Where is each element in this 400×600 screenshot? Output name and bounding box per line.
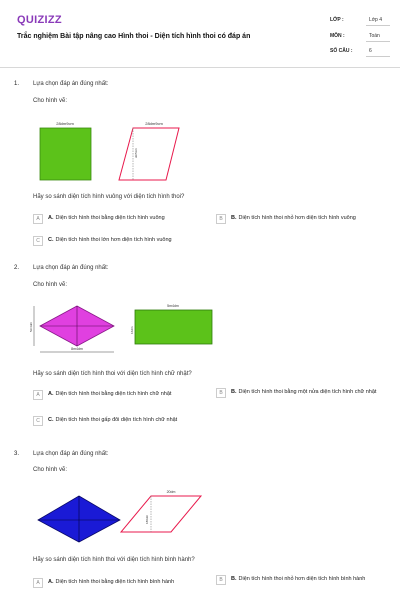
option-key: B xyxy=(216,388,226,398)
option-key: A xyxy=(33,214,43,224)
question-2-figure xyxy=(30,298,220,360)
question-instruction: Lựa chọn đáp án đúng nhất: xyxy=(33,451,109,457)
question-prompt: Hãy so sánh diện tích hình vuông với diện tích hình thoi? xyxy=(33,194,185,200)
option-letter: B. xyxy=(231,215,237,221)
option-key: A xyxy=(33,390,43,400)
option-letter: A. xyxy=(48,579,54,585)
meta-subject xyxy=(330,30,390,42)
question-number: 2. xyxy=(14,265,20,271)
question-prompt: Hãy so sánh diện tích hình thoi với diện tích hình chữ nhật? xyxy=(33,371,192,377)
option-key: C xyxy=(33,416,43,426)
rhombus-width-label: 8m4dm xyxy=(71,347,83,351)
option-text: Diện tích hình thoi bằng một nửa diện tích hình chữ nhật xyxy=(238,389,377,395)
option-key: A xyxy=(33,578,43,588)
green-square xyxy=(40,128,91,180)
option-a[interactable] xyxy=(33,214,213,224)
option-text: Diện tích hình thoi nhỏ hơn diện tích hình bình hành xyxy=(238,576,366,582)
option-letter: A. xyxy=(48,391,54,397)
option-letter: B. xyxy=(231,576,237,582)
meta-value: Toán xyxy=(366,31,390,42)
option-a[interactable] xyxy=(33,390,213,400)
option-b[interactable] xyxy=(216,214,394,224)
square-side-label: 28dm9cm xyxy=(56,121,74,126)
option-b[interactable] xyxy=(216,388,391,398)
figure-caption: Cho hình vẽ: xyxy=(33,282,68,288)
option-letter: A. xyxy=(48,215,54,221)
meta-label: LỚP : xyxy=(330,17,344,23)
quizizz-logo: QUIZIZZ xyxy=(17,14,62,26)
option-text: Diện tích hình thoi gấp đôi diện tích hình chữ nhật xyxy=(55,417,178,423)
meta-question-count xyxy=(330,45,390,57)
worksheet-title: Trắc nghiệm Bài tập nâng cao Hình thoi - Diện tích hình thoi có đáp án xyxy=(17,33,251,40)
meta-label: MÔN : xyxy=(330,33,345,39)
question-instruction: Lựa chọn đáp án đúng nhất: xyxy=(33,265,109,271)
option-a[interactable] xyxy=(33,578,213,588)
red-parallelogram xyxy=(121,496,201,532)
question-instruction: Lựa chọn đáp án đúng nhất: xyxy=(33,81,109,87)
rhombus-height-label: 5m4dm xyxy=(29,321,33,332)
meta-value: 6 xyxy=(366,46,390,57)
option-letter: B. xyxy=(231,389,237,395)
worksheet-header xyxy=(0,0,400,68)
option-c[interactable] xyxy=(33,236,213,246)
option-letter: C. xyxy=(48,417,54,423)
option-text: Diện tích hình thoi bằng diện tích hình bình hành xyxy=(55,579,175,585)
meta-grade xyxy=(330,14,390,26)
figure-caption: Cho hình vẽ: xyxy=(33,467,68,473)
option-key: C xyxy=(33,236,43,246)
parallelogram-base-label: 28dm9cm xyxy=(145,121,163,126)
option-text: Diện tích hình thoi bằng diện tích hình vuông xyxy=(55,215,165,221)
option-letter: C. xyxy=(48,237,54,243)
option-c[interactable] xyxy=(33,416,203,426)
rectangle-height-label: 16dm xyxy=(130,326,134,334)
option-key: B xyxy=(216,575,226,585)
parallelogram-height-label: 180dm xyxy=(145,514,149,524)
question-1-figure xyxy=(30,118,200,186)
green-rectangle xyxy=(135,310,212,344)
question-3-figure xyxy=(30,484,220,544)
option-b[interactable] xyxy=(216,575,391,585)
parallelogram-height-label: dm5cm xyxy=(134,148,138,158)
question-number: 1. xyxy=(14,81,20,87)
pink-parallelogram xyxy=(119,128,179,180)
option-text: Diện tích hình thoi bằng diện tích hình chữ nhật xyxy=(55,391,172,397)
parallelogram-base-label: 20dm xyxy=(166,490,176,494)
question-number: 3. xyxy=(14,451,20,457)
option-text: Diện tích hình thoi nhỏ hơn diện tích hình vuông xyxy=(238,215,356,221)
figure-caption: Cho hình vẽ: xyxy=(33,98,68,104)
meta-value: Lớp 4 xyxy=(366,15,390,26)
rectangle-width-label: 5m4dm xyxy=(167,304,179,308)
option-text: Diện tích hình thoi lớn hơn diện tích hình vuông xyxy=(55,237,172,243)
question-prompt: Hãy so sánh diện tích hình thoi với diện tích hình bình hành? xyxy=(33,557,195,563)
option-key: B xyxy=(216,214,226,224)
meta-label: SỐ CÂU : xyxy=(330,48,353,54)
